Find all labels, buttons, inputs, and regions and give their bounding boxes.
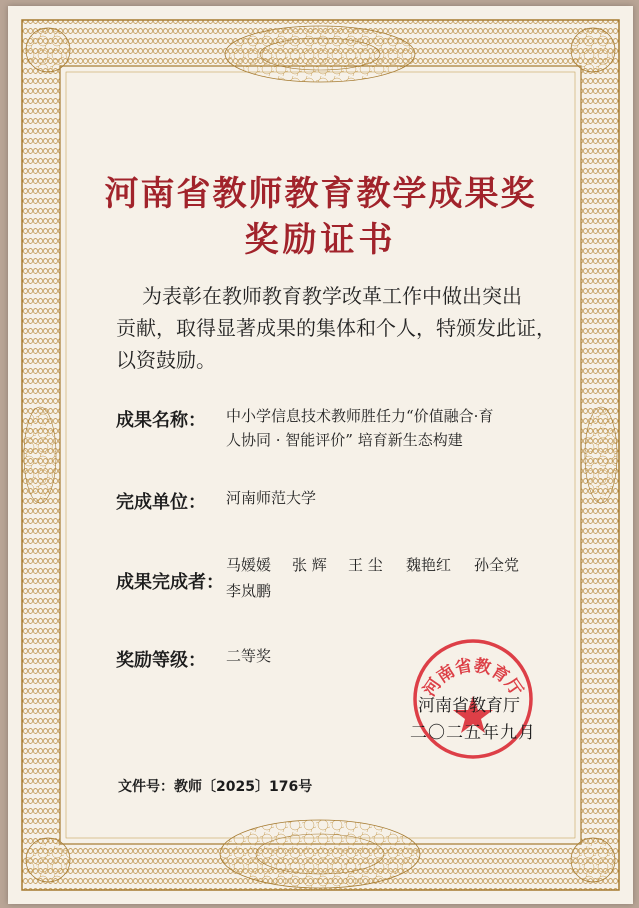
unit-value: 河南师范大学 [226,489,317,507]
intro-line-3: 以资鼓励。 [116,348,216,372]
bottom-ornament [220,820,420,888]
completers-label: 成果完成者： [116,572,224,593]
completer-name: 马媛媛 [226,556,272,574]
issue-date: 二〇二五年九月 [410,723,536,743]
document-number: 文件号：教师〔2025〕176号 [118,779,313,795]
guilloche-border [8,6,633,904]
award-level-value: 二等奖 [226,647,272,665]
certificate-title: 河南省教师教育教学成果奖 [104,174,537,214]
award-level-label: 奖励等级： [116,650,206,671]
top-ornament [225,26,415,82]
intro-line-1: 为表彰在教师教育教学改革工作中做出突出 [142,284,522,308]
issuer: 河南省教育厅 [418,696,520,716]
unit-label: 完成单位： [116,492,206,513]
completer-name: 魏艳红 [406,556,452,574]
achievement-value-line-2: 人协同 · 智能评价” 培育新生态构建 [226,431,463,449]
certificate-subtitle: 奖励证书 [244,220,397,260]
completer-name: 王 尘 [348,556,383,574]
completer-name: 孙全党 [474,556,520,574]
completer-name: 李岚鹏 [226,582,272,600]
completer-name: 张 辉 [292,556,327,574]
intro-line-2: 贡献，取得显著成果的集体和个人，特颁发此证， [116,316,556,340]
achievement-value-line-1: 中小学信息技术教师胜任力“价值融合·育 [226,407,494,425]
seal-text: 河南省教育厅 [419,655,527,701]
certificate [8,6,633,904]
achievement-label: 成果名称： [116,410,206,431]
